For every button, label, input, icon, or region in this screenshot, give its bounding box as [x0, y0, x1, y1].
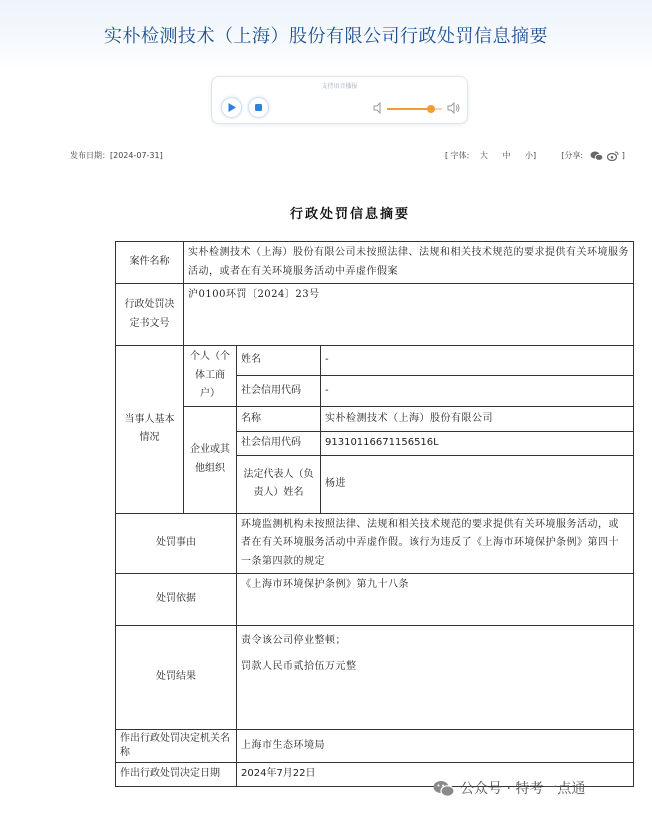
table-row	[116, 407, 634, 432]
name-label: 姓名	[237, 346, 321, 376]
name-value: -	[321, 346, 634, 376]
case-name-label: 案件名称	[116, 242, 184, 284]
volume-slider-knob[interactable]	[427, 105, 435, 113]
font-size-large[interactable]: 大	[479, 151, 488, 160]
legal-rep-label: 法定代表人（负责人）姓名	[237, 455, 321, 513]
reason-value: 环境监测机构未按照法律、法规和相关技术规范的要求提供有关环境服务活动，或者在有关环境服务活动中弄虚作假。该行为违反了《上海市环境保护条例》第四十一条第四款的规定	[237, 513, 634, 574]
watermark-text: 公众号 · 特考一点通	[460, 781, 586, 797]
table-row	[116, 242, 634, 284]
player-label: 支持语音播报	[321, 83, 358, 90]
penalty-table	[115, 241, 634, 787]
table-row	[116, 730, 634, 763]
result-label: 处罚结果	[116, 626, 237, 730]
org-name-label: 名称	[237, 407, 321, 432]
result-line-1: 责令该公司停业整顿；	[241, 635, 346, 646]
basis-value: 《上海市环境保护条例》第九十八条	[237, 574, 634, 626]
decision-no-label: 行政处罚决定书文号	[116, 284, 184, 346]
result-line-2: 罚款人民币贰拾伍万元整	[241, 661, 357, 672]
authority-label: 作出行政处罚决定机关名称	[116, 730, 237, 763]
org-credit-label: 社会信用代码	[237, 432, 321, 456]
org-credit-value: 91310116671156516L	[321, 432, 634, 456]
party-label: 当事人基本情况	[116, 346, 184, 514]
org-label: 企业或其他组织	[184, 407, 237, 514]
audio-player	[211, 76, 468, 124]
table-row	[116, 513, 634, 574]
font-size-medium[interactable]: 中	[502, 151, 511, 160]
table-row	[116, 574, 634, 626]
reason-label: 处罚事由	[116, 513, 237, 574]
volume-up-icon[interactable]	[447, 102, 461, 114]
page-tools	[445, 150, 627, 161]
date-label: 作出行政处罚决定日期	[116, 763, 237, 787]
volume-slider-fill	[387, 108, 431, 110]
table-row	[116, 346, 634, 376]
header-banner	[0, 0, 652, 70]
table-row	[116, 626, 634, 730]
watermark	[433, 778, 585, 798]
font-size-label: [ 字体:	[445, 151, 470, 160]
authority-value: 上海市生态环境局	[237, 730, 634, 763]
document-title: 行政处罚信息摘要	[289, 207, 410, 222]
play-icon	[226, 102, 237, 113]
page-title: 实朴检测技术（上海）股份有限公司行政处罚信息摘要	[104, 26, 548, 47]
stop-button[interactable]	[248, 97, 269, 118]
volume-down-icon[interactable]	[373, 102, 385, 114]
play-button[interactable]	[221, 97, 242, 118]
table-row	[116, 284, 634, 346]
font-size-small[interactable]: 小]	[525, 151, 537, 160]
publish-label: 发布日期：	[70, 151, 110, 160]
case-name-value: 实朴检测技术（上海）股份有限公司未按照法律、法规和相关技术规范的要求提供有关环境服务活动，或者在有关环境服务活动中弄虚作假案	[184, 242, 634, 284]
legal-rep-value: 杨进	[321, 455, 634, 513]
basis-label: 处罚依据	[116, 574, 237, 626]
wechat-logo-icon	[433, 780, 455, 798]
individual-credit-value: -	[321, 376, 634, 407]
weibo-share-icon[interactable]	[607, 151, 619, 161]
share-label: [分享:	[561, 151, 584, 160]
individual-label: 个人（个体工商户）	[184, 346, 237, 407]
wechat-share-icon[interactable]	[590, 151, 603, 161]
date-value: 2024年7月22日	[237, 763, 634, 787]
publish-date	[70, 150, 163, 161]
publish-date-value: [2024-07-31]	[110, 151, 163, 160]
volume-slider[interactable]	[387, 108, 442, 110]
org-name-value: 实朴检测技术（上海）股份有限公司	[321, 407, 634, 432]
stop-icon	[253, 102, 264, 113]
share-end: ]	[621, 151, 625, 160]
decision-no-value: 沪0100环罚〔2024〕23号	[184, 284, 634, 346]
credit-code-label: 社会信用代码	[237, 376, 321, 407]
